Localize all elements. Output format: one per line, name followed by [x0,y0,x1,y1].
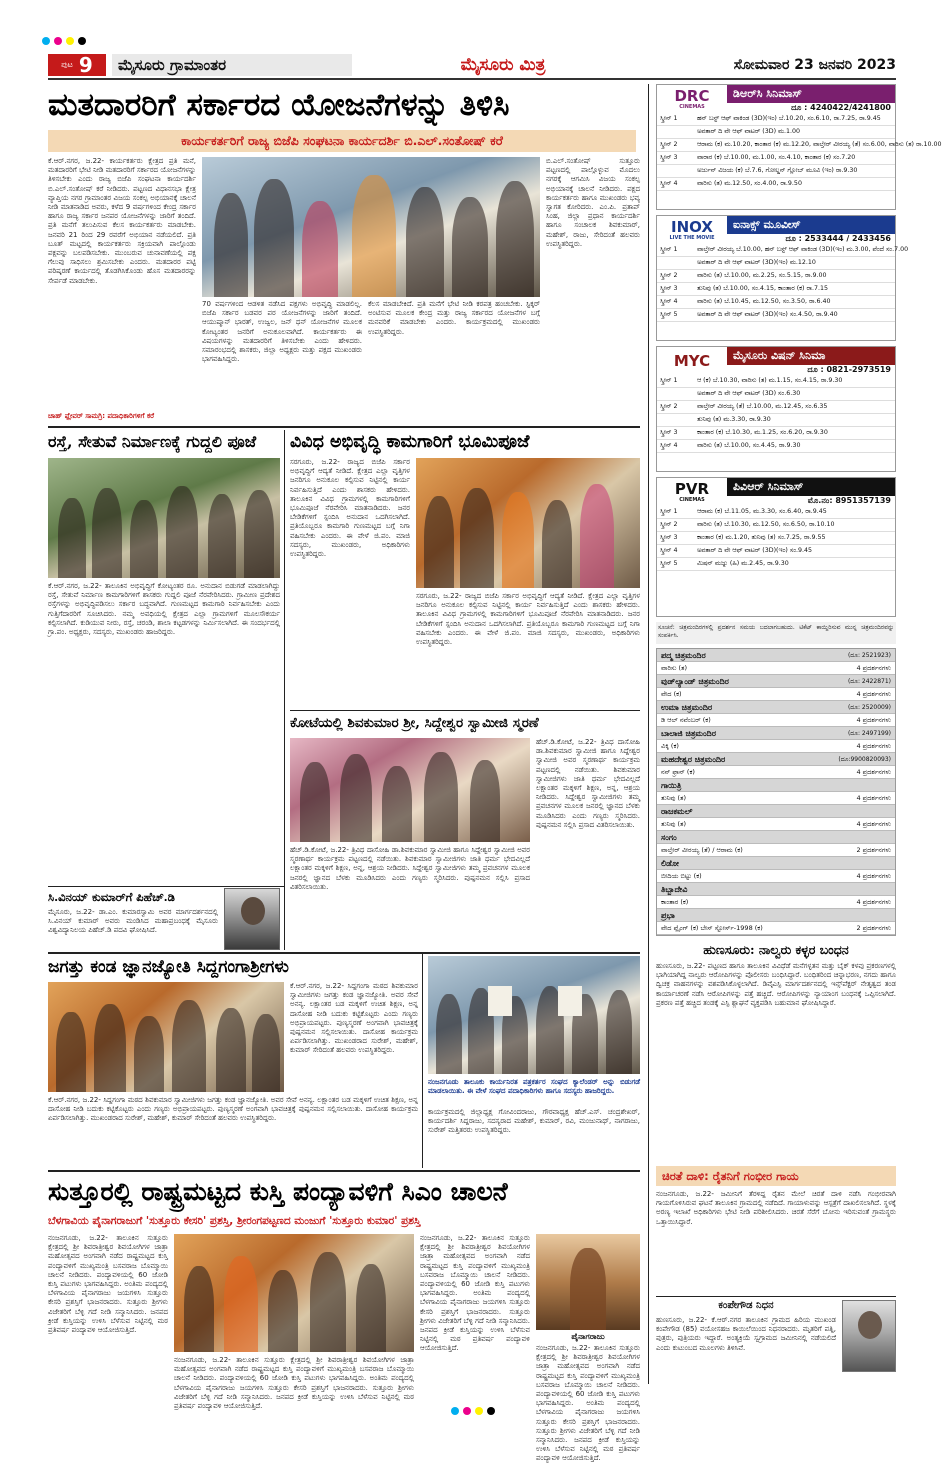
showtime-row [657,414,895,427]
koti-body-side [536,738,640,950]
showtimes: ತುನಿವು (ತ) ಬೆ.10.00, ಸಂ.4.15, ಕಾಂತಾರ (ಕ) ರಾ.7.15 [697,285,829,292]
showtimes: ವಾಲ್ತೇರ್ ವೀರಯ್ಯ (ತೆ) ಬೆ.10.00, ಮ.12.45, ಸಂ.6.35 [697,403,828,410]
showtime-row [657,506,895,519]
cinema-logo [657,216,727,244]
page-label: ಪುಟ [61,60,73,69]
cinema-header [657,478,895,506]
cinema-phone: ದೂ : 2533444 / 2433456 [785,234,891,243]
theatre-film: ವಾರಿಸು (ತ) [661,664,688,672]
showtime-row [657,388,895,401]
suttur-headline: ಸುತ್ತೂರಲ್ಲಿ ರಾಷ್ಟ್ರಮಟ್ಟದ ಕುಸ್ತಿ ಪಂದ್ಯಾವಳಿಗೆ ಸಿಎಂ ಚಾಲನೆ [48,1177,508,1206]
obit-body: ಹುಣಸೂರು, ಜ.22- ಕೆ.ಆರ್.ನಗರ ತಾಲೂಕಿನ ಗ್ರಾಮದ ಹಿರಿಯ ಮುಖಂಡ ಕಂಪೇಗೌಡ (85) ವಯೋಸಹಜ ಕಾಯಿಲೆಯಿಂದ ನಿಧನರಾದರು. ಮೃತರಿಗೆ ಪತ್ನಿ, ಪುತ್ರರು, ಪುತ್ರಿಯರು ಇದ್ದಾರೆ. ಅಂತ್ಯಕ್ರಿಯೆ ಸ್ವಗ್ರಾಮದ ಜಮೀನಿನಲ್ಲಿ ನಡೆಯಲಿದೆ ಎಂದು ಕುಟುಂಬದ ಮೂಲಗಳು ತಿಳಿಸಿವೆ. [656,1316,836,1352]
cinema-name: ಪಿವಿಆರ್ ಸಿನಿಮಾಸ್ [727,478,895,496]
screen-label [657,388,697,400]
showtime-row [657,296,895,309]
leopard-headline: ಚಿರತೆ ದಾಳಿ: ರೈತನಿಗೆ ಗಂಭೀರ ಗಾಯ [656,1166,896,1186]
cinema-logo [657,85,727,113]
cinema-logo-sub: CINEMAS [679,496,705,503]
wrestler-photo [536,1234,640,1330]
cinema-phone: ದೂ : 4240422/4241800 [791,103,891,112]
screen-label: ಸ್ಕ್ರೀನ್ 2 [660,272,678,279]
theatre-listings [656,648,896,936]
showtimes: ವಾರಿಸು (ತ) ಬೆ.10.00, ಮ.2.25, ಸಂ.5.15, ರಾ.9.00 [697,272,827,279]
theatre-film-row [657,792,895,805]
theatre-phone: (ದೂ: 2422871) [847,678,891,685]
theatre-name: ಪದ್ಮ ಚಿತ್ರಮಂದಿರ [661,651,706,660]
theatre-film-row [657,714,895,727]
lead-col1-byline: ಚಾಹ್ ಫ್ಲೇವರ್ ಸಾಮಗ್ರಿ: ಪದಾಧಿಕಾರಿಗಳಿಗೆ ಕರೆ [48,412,155,420]
showtime-row [657,440,895,453]
cinema-logo-text: MYC [673,351,711,370]
calendar-caption: ನಂಜನಗೂಡು ತಾಲೂಕು ಕಾರ್ಯನಿರತ ಪತ್ರಕರ್ತರ ಸಂಘದ ಕ್ಯಾಲೆಂಡರ್ ಅನ್ನು ಬಿಡುಗಡೆ ಮಾಡಲಾಯಿತು. ಈ ವೇಳೆ ಸಂಘದ ಪದಾಧಿಕಾರಿಗಳು ಹಾಗೂ ಸದಸ್ಯರು ಹಾಜರಿದ್ದರು. [428,1078,640,1096]
road-body: ಕೆ.ಆರ್.ನಗರ, ಜ.22- ತಾಲೂಕಿನ ಅಭಿವೃದ್ಧಿಗೆ ಕೋಟ್ಯಂತರ ರೂ. ಅನುದಾನ ಬಿಡುಗಡೆ ಮಾಡಲಾಗಿದ್ದು ರಸ್ತೆ, ಸೇತುವೆ ನಿರ್ಮಾಣ ಕಾಮಗಾರಿಗಳಿಗೆ ಶಾಸಕರು ಗುದ್ದಲಿ ಪೂಜೆ ನೆರವೇರಿಸಿದರು. ಗ್ರಾಮೀಣ ಪ್ರದೇಶದ ರಸ್ತೆಗಳನ್ನು ಅಭಿವೃದ್ಧಿಪಡಿಸಲು ಸರ್ಕಾರ ಬದ್ಧವಾಗಿದೆ. ಗುಣಮಟ್ಟದ ಕಾಮಗಾರಿ ನಿರ್ವಹಿಸಬೇಕು ಎಂದು ಗುತ್ತಿಗೆದಾರರಿಗೆ ಸೂಚಿಸಿದರು. ನಮ್ಮ ಅವಧಿಯಲ್ಲಿ ಕ್ಷೇತ್ರದ ಎಲ್ಲಾ ಗ್ರಾಮಗಳಿಗೆ ಮೂಲಸೌಕರ್ಯ ಕಲ್ಪಿಸಲಾಗಿದೆ. ಕುಡಿಯುವ ನೀರು, ರಸ್ತೆ, ಚರಂಡಿ, ಶಾಲಾ ಕಟ್ಟಡಗಳನ್ನು ನಿರ್ಮಿಸಲಾಗಿದೆ. ಈ ಸಂದರ್ಭದಲ್ಲಿ ಗ್ರಾ.ಪಂ. ಅಧ್ಯಕ್ಷರು, ಸದಸ್ಯರು, ಮುಖಂಡರು ಹಾಜರಿದ್ದರು. [48,582,280,637]
theatre-name: ಸಂಗಂ [661,833,677,842]
theatre-name: ರಾಜಕಮಲ್ [661,807,693,816]
showtime-row [657,532,895,545]
cinema-name: ಮೈಸೂರು ವಿಷನ್ ಸಿನಿಮಾ [727,347,895,365]
theatre-film-row [657,896,895,909]
theatre-name-row [657,779,895,792]
siddaganga-body-cont-text: ಕೆ.ಆರ್.ನಗರ, ಜ.22- ಸಿದ್ದಗಂಗಾ ಮಠದ ಶಿವಕುಮಾರ ಸ್ವಾಮೀಜಿಗಳು ಜಗತ್ತು ಕಂಡ ಜ್ಞಾನಜ್ಯೋತಿ. ಅವರ ಸೇವೆ ಅನನ್ಯ. ಲಕ್ಷಾಂತರ ಬಡ ಮಕ್ಕಳಿಗೆ ಉಚಿತ ಶಿಕ್ಷಣ, ಅನ್ನ ದಾಸೋಹ ನೀಡಿ ಬದುಕು ಕಟ್ಟಿಕೊಟ್ಟರು ಎಂದು ಗಣ್ಯರು ಅಭಿಪ್ರಾಯಪಟ್ಟರು. ಪುಣ್ಯಸ್ಮರಣೆ ಅಂಗವಾಗಿ ಭಾವಚಿತ್ರಕ್ಕೆ ಪುಷ್ಪನಮನ ಸಲ್ಲಿಸಲಾಯಿತು. ದಾಸೋಹ ಕಾರ್ಯಕ್ರಮ ಏರ್ಪಡಿಸಲಾಗಿತ್ತು. ಮುಖಂಡರಾದ ಸುರೇಶ್, ಮಹೇಶ್, ಕುಮಾರ್ ಸೇರಿದಂತೆ ಹಲವರು ಉಪಸ್ಥಿತರಿದ್ದರು. [48,1096,418,1123]
theatre-name-row [657,649,895,662]
showtimes: ವಾರಿಸು (ತ) ಮ.12.50, ಸಂ.4.00, ರಾ.9.50 [697,180,802,187]
theatre-name: ತಿಬ್ಬಾದೇವಿ [661,885,688,894]
bhoomi-body-cont [416,592,640,708]
showtimes: ಆರಾಮ (ಕ) ಮ.10.20, ಕಾಂತಾರ (ಕ) ಮ.12.20, ವಾಲ್ತೇರ್ ವೀರಯ್ಯ (ತೆ) ಸಂ.6.00, ವಾರಿಸು (ತ) ರಾ.10.00 [697,141,942,148]
theatre-shows: 2 ಪ್ರದರ್ಶನಗಳು [856,846,891,854]
cinema-name: ಡಿಆರ್‌ಸಿ ಸಿನಿಮಾಸ್ [727,85,895,103]
siddaganga-headline: ಜಗತ್ತು ಕಂಡ ಜ್ಞಾನಜ್ಯೋತಿ ಸಿದ್ದಗಂಗಾಶ್ರೀಗಳು [48,957,289,977]
theatre-name: ಬಾಲಾಜಿ ಚಿತ್ರಮಂದಿರ [661,729,716,738]
showtimes: ಅವತಾರ್ ದಿ ವೇ ಆಫ್ ವಾಟರ್ (3D) ಸಂ.6.30 [697,390,801,397]
theatre-film: ತುನಿವು (ತ) [661,794,687,802]
cinema-note: ಸೂಚನೆ: ಚಿತ್ರಮಂದಿರಗಳಲ್ಲಿ ಪ್ರದರ್ಶನ ಸಮಯ ಬದಲಾಗಬಹುದು. ಟಿಕೆಟ್ ಕಾಯ್ದಿರಿಸುವ ಮುನ್ನ ಚಿತ್ರಮಂದಿರವನ್ನು ಸಂಪರ್ಕಿಸಿ. [656,622,896,644]
bhoomi-body: ಸರಗೂರು, ಜ.22- ರಾಜ್ಯದ ಬಿಜೆಪಿ ಸರ್ಕಾರ ಅಭಿವೃದ್ಧಿಗೆ ಆದ್ಯತೆ ನೀಡಿದೆ. ಕ್ಷೇತ್ರದ ಎಲ್ಲಾ ವೃತ್ತಿಗಳ ಜನರಿಗೂ ಅನುಕೂಲ ಕಲ್ಪಿಸುವ ನಿಟ್ಟಿನಲ್ಲಿ ಕಾರ್ಯ ನಿರ್ವಹಿಸುತ್ತಿದೆ ಎಂದು ಶಾಸಕರು ಹೇಳಿದರು. ತಾಲೂಕಿನ ವಿವಿಧ ಗ್ರಾಮಗಳಲ್ಲಿ ಕಾಮಗಾರಿಗಳಿಗೆ ಭೂಮಿಪೂಜೆ ನೆರವೇರಿಸಿ ಮಾತನಾಡಿದರು. ಜನರ ಬೇಡಿಕೆಗಳಿಗೆ ಸ್ಪಂದಿಸಿ ಅನುದಾನ ಒದಗಿಸಲಾಗಿದೆ. ಪ್ರತಿಯೊಬ್ಬರೂ ಕಾಮಗಾರಿ ಗುಣಮಟ್ಟದ ಬಗ್ಗೆ ನಿಗಾ ವಹಿಸಬೇಕು ಎಂದರು. ಈ ವೇಳೆ ಜಿ.ಪಂ. ಮಾಜಿ ಸದಸ್ಯರು, ಮುಖಂಡರು, ಅಧಿಕಾರಿಗಳು ಉಪಸ್ಥಿತರಿದ್ದರು. [290,458,410,559]
cinema-box [656,477,896,617]
screen-label: ಸ್ಕ್ರೀನ್ 3 [660,429,678,436]
theatre-film: ಡಿ ಆಲ್ ನವೆಂಬರ್ (ಕ) [661,716,711,724]
showtimes: ವಾರಿಸು (ತ) ಬೆ.10.30, ಮ.12.50, ಸಂ.6.50, ರಾ.10.10 [697,521,835,528]
cinema-header [657,216,895,244]
issue-date: ಸೋಮವಾರ 23 ಜನವರಿ 2023 [733,57,896,73]
suttur-body-right-text: ನಂಜನಗೂಡು, ಜ.22- ತಾಲೂಕಿನ ಸುತ್ತೂರು ಕ್ಷೇತ್ರದಲ್ಲಿ ಶ್ರೀ ಶಿವರಾತ್ರೀಶ್ವರ ಶಿವಯೋಗಿಗಳ ಜಾತ್ರಾ ಮಹೋತ್ಸವದ ಅಂಗವಾಗಿ ನಡೆದ ರಾಷ್ಟ್ರಮಟ್ಟದ ಕುಸ್ತಿ ಪಂದ್ಯಾವಳಿಗೆ ಮುಖ್ಯಮಂತ್ರಿ ಬಸವರಾಜ ಬೊಮ್ಮಾಯಿ ಚಾಲನೆ ನೀಡಿದರು. ಪಂದ್ಯಾವಳಿಯಲ್ಲಿ 60 ಜೋಡಿ ಕುಸ್ತಿ ಪಟುಗಳು ಭಾಗವಹಿಸಿದ್ದರು. ಅಂತಿಮ ಪಂದ್ಯದಲ್ಲಿ ಬೆಳಗಾವಿಯ ಪೈನಾಗರಾಜು ಜಯಗಳಿಸಿ ಸುತ್ತೂರು ಕೇಸರಿ ಪ್ರಶಸ್ತಿಗೆ ಭಾಜನರಾದರು. ಸುತ್ತೂರು ಶ್ರೀಗಳು ವಿಜೇತರಿಗೆ ಬೆಳ್ಳಿ ಗದೆ ನೀಡಿ ಸನ್ಮಾನಿಸಿದರು. ಜನಪದ ಕ್ರೀಡೆ ಕುಸ್ತಿಯನ್ನು ಉಳಿಸಿ ಬೆಳೆಸುವ ನಿಟ್ಟಿನಲ್ಲಿ ಮಠ ಪ್ರತಿವರ್ಷ ಪಂದ್ಯಾವಳಿ ಆಯೋಜಿಸುತ್ತಿದೆ. [420,1234,530,1353]
showtime-row [657,257,895,270]
koti-body: ಹೆಚ್.ಡಿ.ಕೋಟೆ, ಜ.22- ತ್ರಿವಿಧ ದಾಸೋಹಿ ಡಾ.ಶಿವಕುಮಾರ ಸ್ವಾಮೀಜಿ ಹಾಗೂ ಸಿದ್ದೇಶ್ವರ ಸ್ವಾಮೀಜಿ ಅವರ ಸ್ಮರಣಾರ್ಥ ಕಾರ್ಯಕ್ರಮ ಪಟ್ಟಣದಲ್ಲಿ ನಡೆಯಿತು. ಶಿವಕುಮಾರ ಸ್ವಾಮೀಜಿಗಳು ಜಾತಿ ಧರ್ಮ ಭೇದವಿಲ್ಲದೆ ಲಕ್ಷಾಂತರ ಮಕ್ಕಳಿಗೆ ಶಿಕ್ಷಣ, ಅನ್ನ, ಆಶ್ರಯ ನೀಡಿದರು. ಸಿದ್ದೇಶ್ವರ ಸ್ವಾಮೀಜಿಗಳು ತಮ್ಮ ಪ್ರವಚನಗಳ ಮೂಲಕ ಜನರಲ್ಲಿ ಜ್ಞಾನದ ಬೆಳಕು ಮೂಡಿಸಿದರು ಎಂದು ಗಣ್ಯರು ಸ್ಮರಿಸಿದರು. ಪುಷ್ಪನಮನ ಸಲ್ಲಿಸಿ ಪ್ರಸಾದ ವಿತರಿಸಲಾಯಿತು. [290,846,530,891]
theatre-shows: 4 ಪ್ರದರ್ಶನಗಳು [856,898,891,906]
bhoomi-body-cont-text: ಸರಗೂರು, ಜ.22- ರಾಜ್ಯದ ಬಿಜೆಪಿ ಸರ್ಕಾರ ಅಭಿವೃದ್ಧಿಗೆ ಆದ್ಯತೆ ನೀಡಿದೆ. ಕ್ಷೇತ್ರದ ಎಲ್ಲಾ ವೃತ್ತಿಗಳ ಜನರಿಗೂ ಅನುಕೂಲ ಕಲ್ಪಿಸುವ ನಿಟ್ಟಿನಲ್ಲಿ ಕಾರ್ಯ ನಿರ್ವಹಿಸುತ್ತಿದೆ ಎಂದು ಶಾಸಕರು ಹೇಳಿದರು. ತಾಲೂಕಿನ ವಿವಿಧ ಗ್ರಾಮಗಳಲ್ಲಿ ಕಾಮಗಾರಿಗಳಿಗೆ ಭೂಮಿಪೂಜೆ ನೆರವೇರಿಸಿ ಮಾತನಾಡಿದರು. ಜನರ ಬೇಡಿಕೆಗಳಿಗೆ ಸ್ಪಂದಿಸಿ ಅನುದಾನ ಒದಗಿಸಲಾಗಿದೆ. ಪ್ರತಿಯೊಬ್ಬರೂ ಕಾಮಗಾರಿ ಗುಣಮಟ್ಟದ ಬಗ್ಗೆ ನಿಗಾ ವಹಿಸಬೇಕು ಎಂದರು. ಈ ವೇಳೆ ಜಿ.ಪಂ. ಮಾಜಿ ಸದಸ್ಯರು, ಮುಖಂಡರು, ಅಧಿಕಾರಿಗಳು ಉಪಸ್ಥಿತರಿದ್ದರು. [416,592,640,647]
theatre-name-row [657,831,895,844]
theatre-name-row [657,909,895,922]
showtime-row [657,113,895,126]
theatre-name-row [657,857,895,870]
theatre-film-row [657,870,895,883]
phd-body: ಮೈಸೂರು, ಜ.22- ಡಾ.ಎಂ. ಕುಮಾರಸ್ವಾಮಿ ಅವರ ಮಾರ್ಗದರ್ಶನದಲ್ಲಿ ಸಿ.ವಿನಯ್ ಕುಮಾರ್ ಅವರು ಮಂಡಿಸಿದ ಮಹಾಪ್ರಬಂಧಕ್ಕೆ ಮೈಸೂರು ವಿಶ್ವವಿದ್ಯಾನಿಲಯ ಪಿಹೆಚ್.ಡಿ ಪದವಿ ಘೋಷಿಸಿದೆ. [48,908,218,935]
showtimes: ಆರಾಮ (ಕ) ಬೆ.11.05, ಮ.3.30, ಸಂ.6.40, ರಾ.9.45 [697,508,827,515]
screen-label: ಸ್ಕ್ರೀನ್ 4 [660,180,678,187]
theatre-shows: 4 ಪ್ರದರ್ಶನಗಳು [856,820,891,828]
theatre-film: ಕಾಂತಾರ (ಕ) [661,898,689,906]
showtime-row [657,427,895,440]
screen-label: ಸ್ಕ್ರೀನ್ 4 [660,547,678,554]
showtimes: ವಾರಿಸು (ತ) ಬೆ.10.45, ಮ.12.50, ಸಂ.3.50, ರಾ.6.40 [697,298,831,305]
theatre-shows: 2 ಪ್ರದರ್ಶನಗಳು [856,924,891,932]
screen-label: ಸ್ಕ್ರೀನ್ 1 [660,246,678,253]
theatre-name-row [657,753,895,766]
showtimes: ಹನ್ ಬಸ್ಟ್ ಆಫ್ ವಾಕಿಂಡ (3D)(ಇಂ) ಬೆ.10.20, ಸಂ.6.10, ರಾ.7.25, ರಾ.9.45 [697,115,881,122]
showtimes: ಆ (ಕ) ಬೆ.10.30, ವಾರಿಸು (ತ) ಮ.1.15, ಸಂ.4.15, ರಾ.9.30 [697,377,843,384]
theatre-phone: (ದೂ: 2497199) [847,730,891,737]
theatre-film-row [657,740,895,753]
lead-col1: ಕೆ.ಆರ್.ನಗರ, ಜ.22- ಕಾರ್ಯಕರ್ತರು ಕ್ಷೇತ್ರದ ಪ್ರತಿ ಮನೆ, ಮತದಾರರಿಗೆ ಭೇಟಿ ನೀಡಿ ಮತದಾರರಿಗೆ ಸರ್ಕಾರದ ಯೋಜನೆಗಳನ್ನು ತಿಳಿಸಬೇಕು ಎಂದು ರಾಜ್ಯ ಬಿಜೆಪಿ ಸಂಘಟನಾ ಕಾರ್ಯದರ್ಶಿ ಬಿ.ಎಲ್.ಸಂತೋಷ್ ಕರೆ ನೀಡಿದರು. ಪಟ್ಟಣದ ವಿಧಾನಸಭಾ ಕ್ಷೇತ್ರ ವ್ಯಾಪ್ತಿಯ ನಗರ ಗ್ರಾಮಾಂತರ ವಿಜಯ ಸಂಕಲ್ಪ ಅಭಿಯಾನಕ್ಕೆ ಚಾಲನೆ ನೀಡಿ ಮಾತನಾಡಿದ ಅವರು, ಕಳೆದ 9 ವರ್ಷಗಳಿಂದ ಕೇಂದ್ರ ಸರ್ಕಾರ ಹಾಗೂ ರಾಜ್ಯ ಸರ್ಕಾರ ಜನಪರ ಯೋಜನೆಗಳನ್ನು ಜಾರಿಗೆ ತಂದಿದೆ. ಪ್ರತಿ ಮನೆಗೆ ತಲುಪಿಸುವ ಕೆಲಸ ಕಾರ್ಯಕರ್ತರು ಮಾಡಬೇಕು. ಜನವರಿ 21 ರಿಂದ 29 ರವರೆಗೆ ಅಭಿಯಾನ ನಡೆಯಲಿದೆ. ಪ್ರತಿ ಬೂತ್ ಮಟ್ಟದಲ್ಲಿ ಕಾರ್ಯಕರ್ತರು ಸಕ್ರಿಯವಾಗಿ ಪಾಲ್ಗೊಂಡು ಪಕ್ಷವನ್ನು ಬಲಪಡಿಸಬೇಕು. ಮುಂಬರುವ ಚುನಾವಣೆಯಲ್ಲಿ ಪಕ್ಷ ಗೆಲುವು ಸಾಧಿಸಲು ಶ್ರಮಿಸಬೇಕು ಎಂದರು. ಮತದಾರರ ಪಟ್ಟಿ ಪರಿಷ್ಕರಣೆ ಕಾರ್ಯದಲ್ಲಿ ತೊಡಗಿಸಿಕೊಂಡು ಹೊಸ ಮತದಾರರನ್ನು ಸೇರ್ಪಡೆ ಮಾಡಬೇಕು. [48,157,196,285]
theatre-name-row [657,701,895,714]
paper-name: ಮೈಸೂರು ಮಿತ್ರ [460,55,546,75]
theatre-name: ಪ್ರಭಾ [661,911,675,920]
showtime-row [657,139,942,152]
showtimes: ಅವತಾರ್ ದಿ ವೇ ಆಫ್ ವಾಟರ್ (3D)(ಇಂ) ಮ.12.10 [697,259,816,266]
cinema-logo-text: INOX [671,217,713,236]
cinema-phone: ದೂ : 0821-2973519 [807,365,891,374]
cinema-phone: ಮೊ.ನಂ: 8951357139 [807,496,891,505]
suttur-subhead: ಬೆಳಗಾವಿಯ ಪೈನಾಗರಾಜುಗೆ 'ಸುತ್ತೂರು ಕೇಸರಿ' ಪ್ರಶಸ್ತಿ, ಶ್ರೀರಂಗಪಟ್ಟಣದ ಮಂಜುಗೆ 'ಸುತ್ತೂರು ಕುಮಾರ' ಪ್ರಶಸ್ತಿ [48,1215,421,1227]
showtimes: ಕಾಂತಾರ (ಕ) ಮ.1.20, ತುನಿವು (ತ) ಸಂ.7.25, ರಾ.9.55 [697,534,826,541]
theatre-name: ಮಹದೇಶ್ವರ ಚಿತ್ರಮಂದಿರ [661,755,726,764]
screen-label: ಸ್ಕ್ರೀನ್ 2 [660,141,678,148]
showtime-row [657,126,895,139]
lead-col4: ಬಿ.ಎಲ್.ಸಂತೋಷ್ ಸುತ್ತೂರು ಪಟ್ಟಣದಲ್ಲಿ ಪಾಲ್ಗೊಳ್ಳುವ ಮೊದಲು ನಗರಕ್ಕೆ ಆಗಮಿಸಿ ವಿಜಯ ಸಂಕಲ್ಪ ಅಭಿಯಾನಕ್ಕೆ ಚಾಲನೆ ನೀಡಿದರು. ಪಕ್ಷದ ಕಾರ್ಯಕರ್ತರು ಹಾಗೂ ಮುಖಂಡರು ಭವ್ಯ ಸ್ವಾಗತ ಕೋರಿದರು. ಎಂ.ಪಿ. ಪ್ರತಾಪ್ ಸಿಂಹ, ಜಿಲ್ಲಾ ಪ್ರಧಾನ ಕಾರ್ಯದರ್ಶಿ ಹಾಗೂ ಸಂಚಾಲಕ ಶಿವಕುಮಾರ್, ಮಹೇಶ್, ರಾಜು, ಸೇರಿದಂತೆ ಹಲವರು ಉಪಸ್ಥಿತರಿದ್ದರು. [546,157,640,248]
screen-label: ಸ್ಕ್ರೀನ್ 2 [660,403,678,410]
screen-label [657,257,697,269]
lead-col2: 70 ವರ್ಷಗಳಿಂದ ಆಡಳಿತ ನಡೆಸಿದ ಪಕ್ಷಗಳು ಅಭಿವೃದ್ಧಿ ಮಾಡಲಿಲ್ಲ. ಬಿಜೆಪಿ ಸರ್ಕಾರ ಬಡವರ ಪರ ಯೋಜನೆಗಳನ್ನು ಜಾರಿಗೆ ತಂದಿದೆ. ಆಯುಷ್ಮಾನ್ ಭಾರತ್, ಉಜ್ವಲ, ಜನ್ ಧನ್ ಯೋಜನೆಗಳ ಮೂಲಕ ಕೋಟ್ಯಂತರ ಜನರಿಗೆ ಅನುಕೂಲವಾಗಿದೆ. ಕಾರ್ಯಕರ್ತರು ಈ ವಿಷಯಗಳನ್ನು ಮತದಾರರಿಗೆ ತಿಳಿಸಬೇಕು ಎಂದು ಹೇಳಿದರು. ಸಮಾರಂಭದಲ್ಲಿ ಶಾಸಕರು, ಜಿಲ್ಲಾ ಅಧ್ಯಕ್ಷರು ಮತ್ತು ಪಕ್ಷದ ಮುಖಂಡರು ಭಾಗವಹಿಸಿದ್ದರು. [202,300,362,364]
lead-subhead: ಕಾರ್ಯಕರ್ತರಿಗೆ ರಾಜ್ಯ ಬಿಜೆಪಿ ಸಂಘಟನಾ ಕಾರ್ಯದರ್ಶಿ ಬಿ.ಎಲ್.ಸಂತೋಷ್ ಕರೆ [48,130,636,152]
theatre-name-row [657,805,895,818]
cinema-header [657,347,895,375]
showtime-row [657,309,895,322]
section-label: ಮೈಸೂರು ಗ್ರಾಮಾಂತರ [112,54,352,76]
koti-body-side-text: ಹೆಚ್.ಡಿ.ಕೋಟೆ, ಜ.22- ತ್ರಿವಿಧ ದಾಸೋಹಿ ಡಾ.ಶಿವಕುಮಾರ ಸ್ವಾಮೀಜಿ ಹಾಗೂ ಸಿದ್ದೇಶ್ವರ ಸ್ವಾಮೀಜಿ ಅವರ ಸ್ಮರಣಾರ್ಥ ಕಾರ್ಯಕ್ರಮ ಪಟ್ಟಣದಲ್ಲಿ ನಡೆಯಿತು. ಶಿವಕುಮಾರ ಸ್ವಾಮೀಜಿಗಳು ಜಾತಿ ಧರ್ಮ ಭೇದವಿಲ್ಲದೆ ಲಕ್ಷಾಂತರ ಮಕ್ಕಳಿಗೆ ಶಿಕ್ಷಣ, ಅನ್ನ, ಆಶ್ರಯ ನೀಡಿದರು. ಸಿದ್ದೇಶ್ವರ ಸ್ವಾಮೀಜಿಗಳು ತಮ್ಮ ಪ್ರವಚನಗಳ ಮೂಲಕ ಜನರಲ್ಲಿ ಜ್ಞಾನದ ಬೆಳಕು ಮೂಡಿಸಿದರು ಎಂದು ಗಣ್ಯರು ಸ್ಮರಿಸಿದರು. ಪುಷ್ಪನಮನ ಸಲ್ಲಿಸಿ ಪ್ರಸಾದ ವಿತರಿಸಲಾಯಿತು. [536,738,640,829]
screen-label: ಸ್ಕ್ರೀನ್ 4 [660,298,678,305]
screen-label: ಸ್ಕ್ರೀನ್ 1 [660,115,678,122]
showtimes: ಮಿಷನ್ ಮಜ್ನು (ಹಿ) ಮ.2.45, ರಾ.9.30 [697,560,789,567]
suttur-body-right [420,1234,530,1384]
cinema-logo-text: PVR [674,479,710,498]
lead-photo [202,157,540,297]
cinema-name: ಐನಾಕ್ಸ್ ಮೂವೀಸ್ [727,216,895,234]
koti-headline: ಕೋಟೆಯಲ್ಲಿ ಶಿವಕುಮಾರ ಶ್ರೀ, ಸಿದ್ದೇಶ್ವರ ಸ್ವಾಮೀಜಿ ಸ್ಮರಣೆ [290,715,539,731]
showtimes: ಅವತಾರ್ ದಿ ವೇ ಆಫ್ ವಾಟರ್ (3D)(ಇಂ) ಸಂ.9.45 [697,547,813,554]
screen-label: ಸ್ಕ್ರೀನ್ 3 [660,285,678,292]
theatre-shows: 4 ಪ್ರದರ್ಶನಗಳು [856,690,891,698]
theatre-shows: 4 ಪ್ರದರ್ಶನಗಳು [856,664,891,672]
phd-portrait [224,888,280,950]
theatre-phone: (ದೂ: 2521923) [847,652,891,659]
lead-headline: ಮತದಾರರಿಗೆ ಸರ್ಕಾರದ ಯೋಜನೆಗಳನ್ನು ತಿಳಿಸಿ [48,87,510,123]
koti-photo [290,738,530,842]
suttur-body-cont-text: ನಂಜನಗೂಡು, ಜ.22- ತಾಲೂಕಿನ ಸುತ್ತೂರು ಕ್ಷೇತ್ರದಲ್ಲಿ ಶ್ರೀ ಶಿವರಾತ್ರೀಶ್ವರ ಶಿವಯೋಗಿಗಳ ಜಾತ್ರಾ ಮಹೋತ್ಸವದ ಅಂಗವಾಗಿ ನಡೆದ ರಾಷ್ಟ್ರಮಟ್ಟದ ಕುಸ್ತಿ ಪಂದ್ಯಾವಳಿಗೆ ಮುಖ್ಯಮಂತ್ರಿ ಬಸವರಾಜ ಬೊಮ್ಮಾಯಿ ಚಾಲನೆ ನೀಡಿದರು. ಪಂದ್ಯಾವಳಿಯಲ್ಲಿ 60 ಜೋಡಿ ಕುಸ್ತಿ ಪಟುಗಳು ಭಾಗವಹಿಸಿದ್ದರು. ಅಂತಿಮ ಪಂದ್ಯದಲ್ಲಿ ಬೆಳಗಾವಿಯ ಪೈನಾಗರಾಜು ಜಯಗಳಿಸಿ ಸುತ್ತೂರು ಕೇಸರಿ ಪ್ರಶಸ್ತಿಗೆ ಭಾಜನರಾದರು. ಸುತ್ತೂರು ಶ್ರೀಗಳು ವಿಜೇತರಿಗೆ ಬೆಳ್ಳಿ ಗದೆ ನೀಡಿ ಸನ್ಮಾನಿಸಿದರು. ಜನಪದ ಕ್ರೀಡೆ ಕುಸ್ತಿಯನ್ನು ಉಳಿಸಿ ಬೆಳೆಸುವ ನಿಟ್ಟಿನಲ್ಲಿ ಮಠ ಪ್ರತಿವರ್ಷ ಪಂದ್ಯಾವಳಿ ಆಯೋಜಿಸುತ್ತಿದೆ. [174,1356,414,1411]
suttur-body-far-text: ನಂಜನಗೂಡು, ಜ.22- ತಾಲೂಕಿನ ಸುತ್ತೂರು ಕ್ಷೇತ್ರದಲ್ಲಿ ಶ್ರೀ ಶಿವರಾತ್ರೀಶ್ವರ ಶಿವಯೋಗಿಗಳ ಜಾತ್ರಾ ಮಹೋತ್ಸವದ ಅಂಗವಾಗಿ ನಡೆದ ರಾಷ್ಟ್ರಮಟ್ಟದ ಕುಸ್ತಿ ಪಂದ್ಯಾವಳಿಗೆ ಮುಖ್ಯಮಂತ್ರಿ ಬಸವರಾಜ ಬೊಮ್ಮಾಯಿ ಚಾಲನೆ ನೀಡಿದರು. ಪಂದ್ಯಾವಳಿಯಲ್ಲಿ 60 ಜೋಡಿ ಕುಸ್ತಿ ಪಟುಗಳು ಭಾಗವಹಿಸಿದ್ದರು. ಅಂತಿಮ ಪಂದ್ಯದಲ್ಲಿ ಬೆಳಗಾವಿಯ ಪೈನಾಗರಾಜು ಜಯಗಳಿಸಿ ಸುತ್ತೂರು ಕೇಸರಿ ಪ್ರಶಸ್ತಿಗೆ ಭಾಜನರಾದರು. ಸುತ್ತೂರು ಶ್ರೀಗಳು ವಿಜೇತರಿಗೆ ಬೆಳ್ಳಿ ಗದೆ ನೀಡಿ ಸನ್ಮಾನಿಸಿದರು. ಜನಪದ ಕ್ರೀಡೆ ಕುಸ್ತಿಯನ್ನು ಉಳಿಸಿ ಬೆಳೆಸುವ ನಿಟ್ಟಿನಲ್ಲಿ ಮಠ ಪ್ರತಿವರ್ಷ ಪಂದ್ಯಾವಳಿ ಆಯೋಜಿಸುತ್ತಿದೆ. [536,1344,640,1463]
suttur-body-cont [174,1356,414,1411]
screen-label: ಸ್ಕ್ರೀನ್ 3 [660,154,678,161]
showtime-row [657,545,895,558]
leopard-body: ನಂಜನಗೂಡು, ಜ.22- ಜಮೀನಿಗೆ ತೆರಳಿದ್ದ ರೈತನ ಮೇಲೆ ಚಿರತೆ ದಾಳಿ ನಡೆಸಿ ಗಂಭೀರವಾಗಿ ಗಾಯಗೊಳಿಸಿರುವ ಘಟನೆ ತಾಲೂಕಿನ ಗ್ರಾಮದಲ್ಲಿ ನಡೆದಿದೆ. ಗಾಯಾಳುವನ್ನು ಆಸ್ಪತ್ರೆಗೆ ದಾಖಲಿಸಲಾಗಿದೆ. ಸ್ಥಳಕ್ಕೆ ಅರಣ್ಯ ಇಲಾಖೆ ಅಧಿಕಾರಿಗಳು ಭೇಟಿ ನೀಡಿ ಪರಿಶೀಲಿಸಿದರು. ಚಿರತೆ ಸೆರೆಗೆ ಬೋನು ಇರಿಸುವಂತೆ ಗ್ರಾಮಸ್ಥರು ಒತ್ತಾಯಿಸಿದ್ದಾರೆ. [656,1190,896,1226]
theatre-phone: (ದೂ: 2520009) [847,704,891,711]
screen-label [657,414,697,426]
road-headline: ರಸ್ತೆ, ಸೇತುವೆ ನಿರ್ಮಾಣಕ್ಕೆ ಗುದ್ದಲಿ ಪೂಜೆ [48,432,257,451]
showtime-row [657,558,895,571]
suttur-body: ನಂಜನಗೂಡು, ಜ.22- ತಾಲೂಕಿನ ಸುತ್ತೂರು ಕ್ಷೇತ್ರದಲ್ಲಿ ಶ್ರೀ ಶಿವರಾತ್ರೀಶ್ವರ ಶಿವಯೋಗಿಗಳ ಜಾತ್ರಾ ಮಹೋತ್ಸವದ ಅಂಗವಾಗಿ ನಡೆದ ರಾಷ್ಟ್ರಮಟ್ಟದ ಕುಸ್ತಿ ಪಂದ್ಯಾವಳಿಗೆ ಮುಖ್ಯಮಂತ್ರಿ ಬಸವರಾಜ ಬೊಮ್ಮಾಯಿ ಚಾಲನೆ ನೀಡಿದರು. ಪಂದ್ಯಾವಳಿಯಲ್ಲಿ 60 ಜೋಡಿ ಕುಸ್ತಿ ಪಟುಗಳು ಭಾಗವಹಿಸಿದ್ದರು. ಅಂತಿಮ ಪಂದ್ಯದಲ್ಲಿ ಬೆಳಗಾವಿಯ ಪೈನಾಗರಾಜು ಜಯಗಳಿಸಿ ಸುತ್ತೂರು ಕೇಸರಿ ಪ್ರಶಸ್ತಿಗೆ ಭಾಜನರಾದರು. ಸುತ್ತೂರು ಶ್ರೀಗಳು ವಿಜೇತರಿಗೆ ಬೆಳ್ಳಿ ಗದೆ ನೀಡಿ ಸನ್ಮಾನಿಸಿದರು. ಜನಪದ ಕ್ರೀಡೆ ಕುಸ್ತಿಯನ್ನು ಉಳಿಸಿ ಬೆಳೆಸುವ ನಿಟ್ಟಿನಲ್ಲಿ ಮಠ ಪ್ರತಿವರ್ಷ ಪಂದ್ಯಾವಳಿ ಆಯೋಜಿಸುತ್ತಿದೆ. [48,1234,168,1335]
siddaganga-body-cont [48,1096,418,1168]
theatre-film: ಬೀದಿಯ ಬಿಟ್ಟು (ಕ) [661,872,702,880]
showtime-row [657,152,895,165]
hunsur-body: ಹುಣಸೂರು, ಜ.22- ಪಟ್ಟಣದ ಹಾಗೂ ತಾಲೂಕಿನ ವಿವಿಧೆಡೆ ಮನೆಗಳ್ಳತನ ಮತ್ತು ಬೈಕ್ ಕಳವು ಪ್ರಕರಣಗಳಲ್ಲಿ ಭಾಗಿಯಾಗಿದ್ದ ನಾಲ್ವರು ಆರೋಪಿಗಳನ್ನು ಪೊಲೀಸರು ಬಂಧಿಸಿದ್ದಾರೆ. ಬಂಧಿತರಿಂದ ಚಿನ್ನಾಭರಣ, ನಗದು ಹಾಗೂ ದ್ವಿಚಕ್ರ ವಾಹನಗಳನ್ನು ವಶಪಡಿಸಿಕೊಳ್ಳಲಾಗಿದೆ. ಡಿವೈಎಸ್ಪಿ ಮಾರ್ಗದರ್ಶನದಲ್ಲಿ ಇನ್ಸ್‌ಪೆಕ್ಟರ್ ನೇತೃತ್ವದ ತಂಡ ಕಾರ್ಯಾಚರಣೆ ನಡೆಸಿ ಆರೋಪಿಗಳನ್ನು ಪತ್ತೆ ಹಚ್ಚಿದೆ. ಆರೋಪಿಗಳನ್ನು ನ್ಯಾಯಾಂಗ ಬಂಧನಕ್ಕೆ ಒಪ್ಪಿಸಲಾಗಿದೆ. ಪ್ರಕರಣ ಪತ್ತೆ ಹಚ್ಚಿದ ತಂಡಕ್ಕೆ ಎಸ್ಪಿ ಶ್ಲಾಘನೆ ವ್ಯಕ್ತಪಡಿಸಿ ಬಹುಮಾನ ಘೋಷಿಸಿದ್ದಾರೆ. [656,962,896,1007]
suttur-body-far [536,1344,640,1463]
screen-label: ಸ್ಕ್ರೀನ್ 2 [660,521,678,528]
cinema-logo-sub: LIVE THE MOVIE [669,234,715,241]
theatre-shows: 4 ಪ್ರದರ್ಶನಗಳು [856,716,891,724]
theatre-film: ನನ್ ಫ್ರಾನ್ (ಕ) [661,768,695,776]
showtimes: ಅವತಾರ್ ದಿ ವೇ ಆಫ್ ವಾಟರ್ (3D)(ಇಂ) ಸಂ.4.50, ರಾ.9.40 [697,311,838,318]
cinema-logo [657,347,727,375]
calendar-photo [428,956,640,1074]
theatre-film: ವಾಲ್ತೇರ್ ವೀರಯ್ಯ (ತೆ) / ಆರಾಮ (ಕ) [661,846,743,854]
screen-label [657,165,697,177]
screen-label: ಸ್ಕ್ರೀನ್ 5 [660,311,678,318]
cinema-box [656,215,909,341]
showtimes: ವಾರಿಸು (ತ) ಬೆ.10.00, ಸಂ.4.45, ರಾ.9.30 [697,442,801,449]
road-photo [48,458,280,578]
theatre-shows: 4 ಪ್ರದರ್ಶನಗಳು [856,872,891,880]
showtime-row [657,519,895,532]
siddaganga-photo [48,982,284,1092]
theatre-name: ಉಮಾ ಚಿತ್ರಮಂದಿರ [661,703,713,712]
showtime-row [657,244,909,257]
lead-col3: ಕೆಲಸ ಮಾಡಬೇಕಿದೆ. ಪ್ರತಿ ಮನೆಗೆ ಭೇಟಿ ನೀಡಿ ಕರಪತ್ರ ಹಂಚಬೇಕು. ಸ್ಟಿಕ್ಕರ್ ಅಂಟಿಸುವ ಮೂಲಕ ಕೇಂದ್ರ ಮತ್ತು ರಾಜ್ಯ ಸರ್ಕಾರದ ಯೋಜನೆಗಳ ಬಗ್ಗೆ ಮನವರಿಕೆ ಮಾಡಬೇಕು ಎಂದರು. ಕಾರ್ಯಕ್ರಮದಲ್ಲಿ ಮುಖಂಡರು ಉಪಸ್ಥಿತರಿದ್ದರು. [368,300,540,336]
screen-label: ಸ್ಕ್ರೀನ್ 4 [660,442,678,449]
theatre-film-row [657,922,895,935]
showtime-row [657,283,895,296]
page-number: 9 [78,53,93,77]
screen-label [657,126,697,138]
theatre-film: ತುನಿವು (ತ) [661,820,687,828]
masthead [48,52,896,80]
theatre-name-row [657,883,895,896]
showtime-row [657,375,895,388]
theatre-film-row [657,844,895,857]
theatre-film-row [657,662,895,675]
theatre-name-row [657,727,895,740]
theatre-name: ವುಡ್‌ಲ್ಯಾಂಡ್ ಚಿತ್ರಮಂದಿರ [661,677,729,686]
bhoomi-headline: ವಿವಿಧ ಅಭಿವೃದ್ಧಿ ಕಾಮಗಾರಿಗೆ ಭೂಮಿಪೂಜೆ [290,432,530,452]
registration-marks-bottom [40,1400,905,1410]
showtime-row [657,165,895,178]
screen-label: ಸ್ಕ್ರೀನ್ 1 [660,508,678,515]
theatre-film-row [657,766,895,779]
theatre-name-row [657,675,895,688]
page-number-badge [48,54,106,76]
theatre-film: ವೇದ ಪ್ಲೈಂಗ್ (ಕ) ಬೇಸ್ ಸ್ಟೋರ್ಸ್-1998 (ಕ) [661,924,763,932]
wrestler-label: ಪೈನಾಗರಾಜು [571,1332,605,1341]
screen-label: ಸ್ಕ್ರೀನ್ 3 [660,534,678,541]
bhoomi-photo [416,458,640,588]
theatre-shows: 4 ಪ್ರದರ್ಶನಗಳು [856,794,891,802]
showtimes: ತುನಿವು (ತ) ಮ.3.30, ರಾ.9.30 [697,416,771,423]
theatre-name: ಗಾಯಿತ್ರಿ [661,781,682,790]
calendar-body: ಕಾರ್ಯಕ್ರಮದಲ್ಲಿ ಜಿಲ್ಲಾಧ್ಯಕ್ಷ ಗೋವಿಂದರಾಜು, ಗೌರವಾಧ್ಯಕ್ಷ ಹೆಚ್.ಎಸ್. ಚಂದ್ರಶೇಖರ್, ಕಾರ್ಯದರ್ಶಿ ಸಿದ್ದರಾಜು, ಸದಸ್ಯರಾದ ಮಹೇಶ್, ಕುಮಾರ್, ರವಿ, ಮಂಜುನಾಥ್, ನಾಗರಾಜು, ಸುರೇಶ್ ಮತ್ತಿತರರು ಉಪಸ್ಥಿತರಿದ್ದರು. [428,1108,640,1135]
theatre-shows: 4 ಪ್ರದರ್ಶನಗಳು [856,768,891,776]
hunsur-headline: ಹುಣಸೂರು: ನಾಲ್ವರು ಕಳ್ಳರ ಬಂಧನ [703,942,849,957]
suttur-photo [174,1234,414,1352]
showtime-row [657,178,895,191]
cinema-box [656,346,896,472]
theatre-film: ವೇದ (ಕ) [661,690,682,698]
cinema-logo-text: DRC [674,86,710,105]
showtimes: ವಾರಾರ (ಕ) ಬೆ.10.00, ಮ.1.00, ಸಂ.4.10, ಕಾಂತಾರ (ಕ) ಸಂ.7.20 [697,154,856,161]
theatre-name: ಲಿಡೋ [661,859,679,868]
showtimes: ವಾಲ್ತೇರ್ ವೀರಯ್ಯ ಬೆ.10.00, ಹನ್ ಬಸ್ಟ್ ಆಫ್ ವಾಕಿಂಡ (3D)(ಇಂ) ಮ.3.00, ಪೆಂದೆ ಸಂ.7.00 [697,246,909,253]
theatre-film-row [657,688,895,701]
cinema-box [656,84,942,210]
theatre-phone: (ದೂ:9900820093) [838,756,891,763]
screen-label: ಸ್ಕ್ರೀನ್ 1 [660,377,678,384]
showtime-row [657,401,895,414]
theatre-film-row [657,818,895,831]
theatre-shows: 4 ಪ್ರದರ್ಶನಗಳು [856,742,891,750]
obit-portrait [842,1300,896,1372]
showtimes: ಕಾಂತಾರ (ಕ) ಬೆ.10.30, ಮ.1.25, ಸಂ.6.20, ರಾ.9.30 [697,429,828,436]
showtimes: ಅವತಾರ್ ದಿ ವೇ ಆಫ್ ವಾಟರ್ (3D) ಮ.1.00 [697,128,801,135]
registration-marks-top [40,30,905,40]
siddaganga-body: ಕೆ.ಆರ್.ನಗರ, ಜ.22- ಸಿದ್ದಗಂಗಾ ಮಠದ ಶಿವಕುಮಾರ ಸ್ವಾಮೀಜಿಗಳು ಜಗತ್ತು ಕಂಡ ಜ್ಞಾನಜ್ಯೋತಿ. ಅವರ ಸೇವೆ ಅನನ್ಯ. ಲಕ್ಷಾಂತರ ಬಡ ಮಕ್ಕಳಿಗೆ ಉಚಿತ ಶಿಕ್ಷಣ, ಅನ್ನ ದಾಸೋಹ ನೀಡಿ ಬದುಕು ಕಟ್ಟಿಕೊಟ್ಟರು ಎಂದು ಗಣ್ಯರು ಅಭಿಪ್ರಾಯಪಟ್ಟರು. ಪುಣ್ಯಸ್ಮರಣೆ ಅಂಗವಾಗಿ ಭಾವಚಿತ್ರಕ್ಕೆ ಪುಷ್ಪನಮನ ಸಲ್ಲಿಸಲಾಯಿತು. ದಾಸೋಹ ಕಾರ್ಯಕ್ರಮ ಏರ್ಪಡಿಸಲಾಗಿತ್ತು. ಮುಖಂಡರಾದ ಸುರೇಶ್, ಮಹೇಶ್, ಕುಮಾರ್ ಸೇರಿದಂತೆ ಹಲವರು ಉಪಸ್ಥಿತರಿದ್ದರು. [290,982,418,1055]
obit-headline: ಕಂಪೇಗೌಡ ನಿಧನ [718,1300,774,1311]
showtime-row [657,270,895,283]
cinema-logo [657,478,727,506]
phd-headline: ಸಿ.ವಿನಯ್ ಕುಮಾರ್‌ಗೆ ಪಿಹೆಚ್.ಡಿ [48,890,175,904]
screen-label: ಸ್ಕ್ರೀನ್ 5 [660,560,678,567]
cinema-logo-sub: CINEMAS [679,103,705,110]
cinema-header [657,85,895,113]
theatre-film: ವಿಕ್ಕಿ (ಕ) [661,742,679,750]
showtimes: ಅರ್ಜುನ್ ವಿಜಯ (ಕ) ಬೆ.7.6, ಗೋಲ್ಡನ್ ಗ್ಲೋಬ್ ಮೂವಿ (ಇಂ) ರಾ.9.30 [697,167,858,174]
